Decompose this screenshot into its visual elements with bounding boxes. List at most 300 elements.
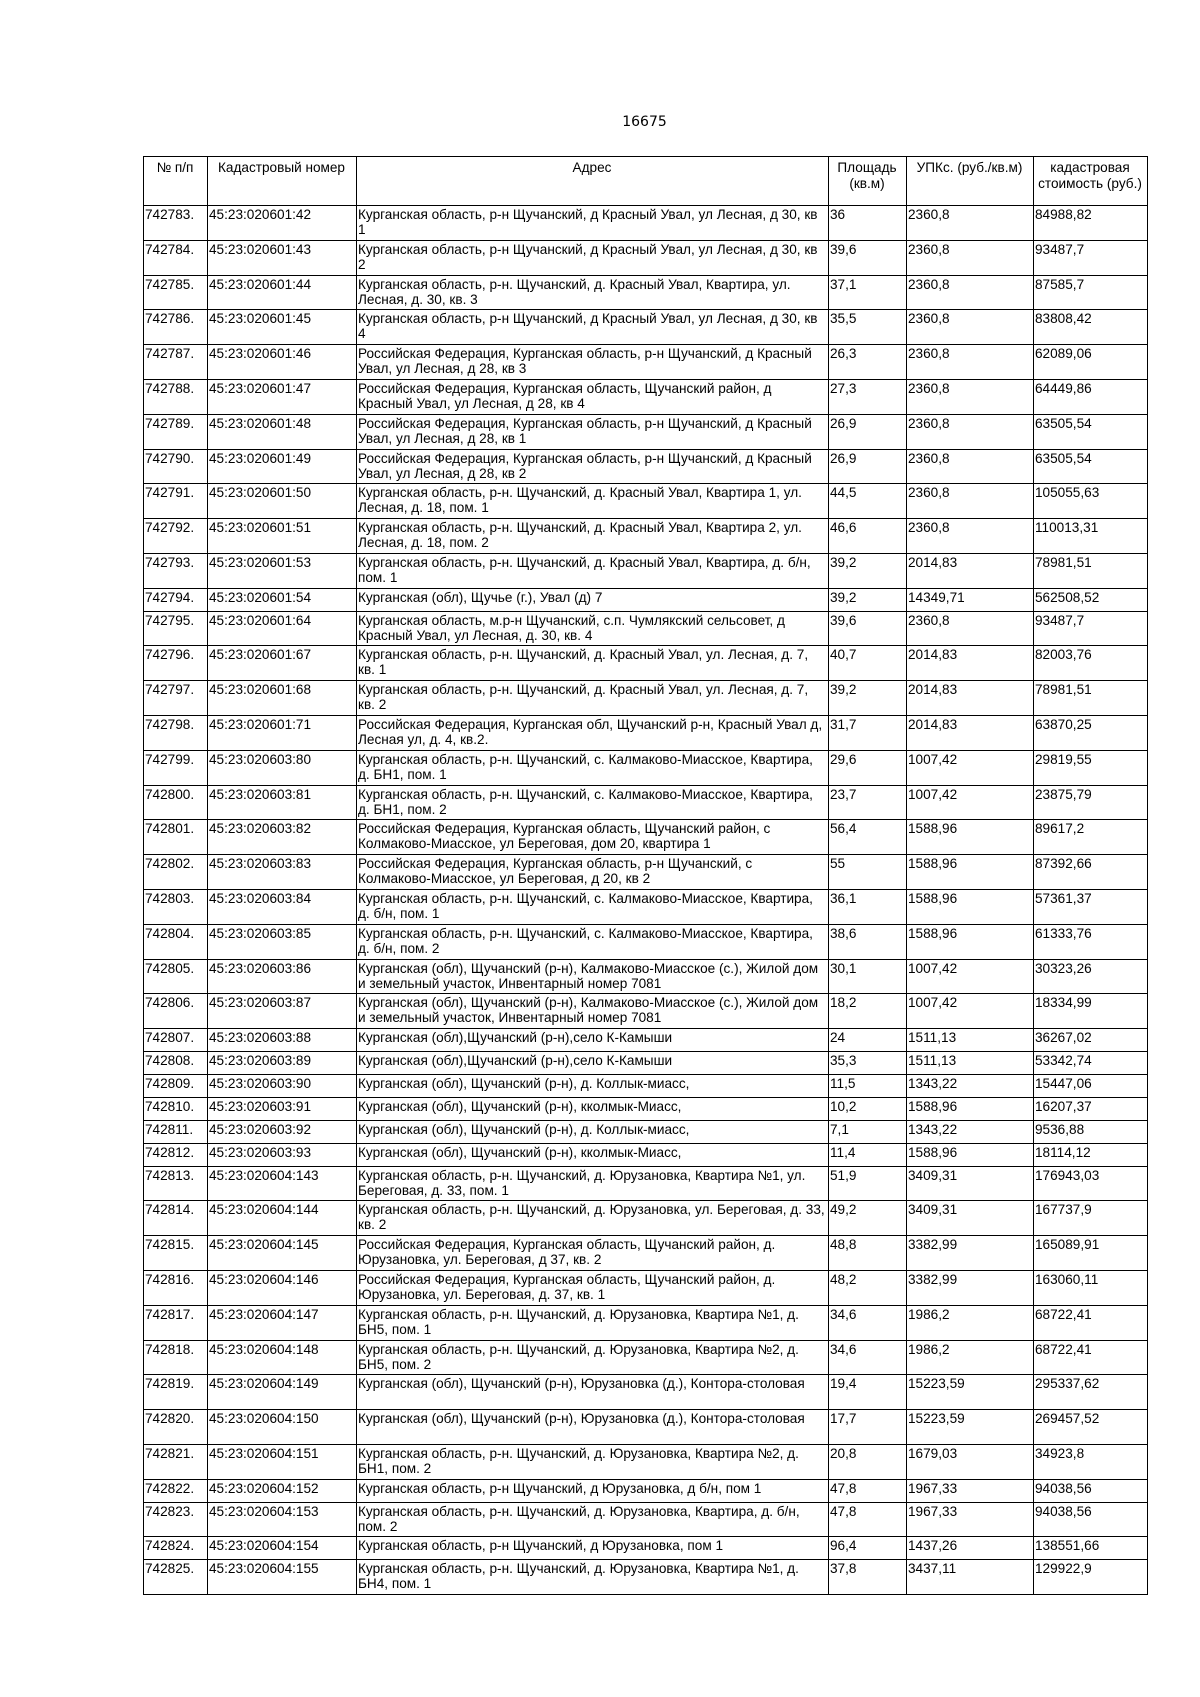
cadastral-number-cell: 45:23:020604:143 (208, 1166, 357, 1201)
cadastral-value-cell: 94038,56 (1034, 1479, 1148, 1502)
header-cadastral-value: кадастровая стоимость (руб.) (1034, 157, 1148, 206)
upks-cell: 2360,8 (907, 275, 1034, 310)
area-cell: 20,8 (829, 1444, 907, 1479)
upks-cell: 1588,96 (907, 890, 1034, 925)
area-cell: 47,8 (829, 1502, 907, 1537)
area-cell: 26,9 (829, 414, 907, 449)
upks-cell: 1986,2 (907, 1340, 1034, 1375)
upks-cell: 1967,33 (907, 1479, 1034, 1502)
address-cell: Курганская область, р-н. Щучанский, с. Калмаково-Миасское, Квартира, д. б/н, пом. 2 (357, 924, 829, 959)
cadastral-number-cell: 45:23:020601:64 (208, 611, 357, 646)
row-number-cell: 742809. (144, 1075, 208, 1098)
cadastral-number-cell: 45:23:020603:85 (208, 924, 357, 959)
table-row (144, 681, 1148, 716)
row-number-cell: 742787. (144, 345, 208, 380)
table-row (144, 1375, 1148, 1410)
row-number-cell: 742806. (144, 994, 208, 1029)
cadastral-number-cell: 45:23:020604:144 (208, 1201, 357, 1236)
row-number-cell: 742803. (144, 890, 208, 925)
table-row (144, 588, 1148, 611)
row-number-cell: 742784. (144, 240, 208, 275)
cadastral-number-cell: 45:23:020603:91 (208, 1097, 357, 1120)
row-number-cell: 742795. (144, 611, 208, 646)
area-cell: 39,2 (829, 681, 907, 716)
address-cell: Российская Федерация, Курганская область, Щучанский район, д Красный Увал, ул Лесная, д 28, кв 4 (357, 379, 829, 414)
cadastral-number-cell: 45:23:020601:46 (208, 345, 357, 380)
cadastral-number-cell: 45:23:020604:148 (208, 1340, 357, 1375)
area-cell: 17,7 (829, 1410, 907, 1445)
address-cell: Российская Федерация, Курганская область, р-н Щучанский, д Красный Увал, ул Лесная, д 28, кв 2 (357, 449, 829, 484)
upks-cell: 2014,83 (907, 681, 1034, 716)
area-cell: 39,6 (829, 611, 907, 646)
area-cell: 39,2 (829, 553, 907, 588)
cadastral-value-table (143, 156, 1148, 1595)
cadastral-number-cell: 45:23:020603:93 (208, 1143, 357, 1166)
header-upks: УПКс. (руб./кв.м) (907, 157, 1034, 206)
upks-cell: 2360,8 (907, 449, 1034, 484)
cadastral-number-cell: 45:23:020604:152 (208, 1479, 357, 1502)
cadastral-value-cell: 93487,7 (1034, 240, 1148, 275)
area-cell: 39,2 (829, 588, 907, 611)
area-cell: 96,4 (829, 1537, 907, 1560)
cadastral-value-cell: 165089,91 (1034, 1236, 1148, 1271)
area-cell: 40,7 (829, 646, 907, 681)
upks-cell: 2360,8 (907, 310, 1034, 345)
cadastral-value-cell: 93487,7 (1034, 611, 1148, 646)
cadastral-value-cell: 83808,42 (1034, 310, 1148, 345)
upks-cell: 1588,96 (907, 924, 1034, 959)
cadastral-number-cell: 45:23:020601:68 (208, 681, 357, 716)
address-cell: Курганская область, р-н. Щучанский, д. Юрузановка, Квартира, д. б/н, пом. 2 (357, 1502, 829, 1537)
table-row (144, 1479, 1148, 1502)
row-number-cell: 742786. (144, 310, 208, 345)
cadastral-value-cell: 87585,7 (1034, 275, 1148, 310)
header-address: Адрес (357, 157, 829, 206)
address-cell: Курганская область, р-н. Щучанский, д. Юрузановка, Квартира №2, д. БН5, пом. 2 (357, 1340, 829, 1375)
cadastral-number-cell: 45:23:020601:42 (208, 206, 357, 241)
cadastral-value-cell: 89617,2 (1034, 820, 1148, 855)
area-cell: 26,3 (829, 345, 907, 380)
upks-cell: 2014,83 (907, 646, 1034, 681)
row-number-cell: 742785. (144, 275, 208, 310)
table-row (144, 1143, 1148, 1166)
area-cell: 48,8 (829, 1236, 907, 1271)
header-area: Площадь (кв.м) (829, 157, 907, 206)
row-number-cell: 742814. (144, 1201, 208, 1236)
cadastral-value-cell: 18114,12 (1034, 1143, 1148, 1166)
header-num: № п/п (144, 157, 208, 206)
upks-cell: 2360,8 (907, 519, 1034, 554)
address-cell: Курганская (обл),Щучанский (р-н),село К-Камыши (357, 1052, 829, 1075)
row-number-cell: 742807. (144, 1029, 208, 1052)
table-row (144, 750, 1148, 785)
upks-cell: 2360,8 (907, 484, 1034, 519)
upks-cell: 1679,03 (907, 1444, 1034, 1479)
area-cell: 7,1 (829, 1120, 907, 1143)
row-number-cell: 742796. (144, 646, 208, 681)
upks-cell: 2360,8 (907, 414, 1034, 449)
row-number-cell: 742794. (144, 588, 208, 611)
cadastral-value-cell: 15447,06 (1034, 1075, 1148, 1098)
cadastral-number-cell: 45:23:020601:43 (208, 240, 357, 275)
row-number-cell: 742805. (144, 959, 208, 994)
area-cell: 26,9 (829, 449, 907, 484)
cadastral-value-cell: 53342,74 (1034, 1052, 1148, 1075)
upks-cell: 1007,42 (907, 785, 1034, 820)
upks-cell: 1007,42 (907, 750, 1034, 785)
row-number-cell: 742818. (144, 1340, 208, 1375)
cadastral-value-cell: 94038,56 (1034, 1502, 1148, 1537)
upks-cell: 1007,42 (907, 994, 1034, 1029)
cadastral-number-cell: 45:23:020601:44 (208, 275, 357, 310)
row-number-cell: 742820. (144, 1410, 208, 1445)
table-row (144, 275, 1148, 310)
table-row (144, 1097, 1148, 1120)
address-cell: Курганская область, р-н. Щучанский, д. Юрузановка, Квартира №1, ул. Береговая, д. 33, пом. 1 (357, 1166, 829, 1201)
row-number-cell: 742789. (144, 414, 208, 449)
table-row (144, 1444, 1148, 1479)
cadastral-value-cell: 84988,82 (1034, 206, 1148, 241)
cadastral-number-cell: 45:23:020604:147 (208, 1305, 357, 1340)
area-cell: 35,3 (829, 1052, 907, 1075)
table-row (144, 519, 1148, 554)
area-cell: 37,1 (829, 275, 907, 310)
cadastral-number-cell: 45:23:020601:67 (208, 646, 357, 681)
row-number-cell: 742790. (144, 449, 208, 484)
cadastral-value-cell: 63505,54 (1034, 449, 1148, 484)
area-cell: 11,4 (829, 1143, 907, 1166)
area-cell: 38,6 (829, 924, 907, 959)
cadastral-number-cell: 45:23:020603:80 (208, 750, 357, 785)
row-number-cell: 742801. (144, 820, 208, 855)
cadastral-value-cell: 61333,76 (1034, 924, 1148, 959)
area-cell: 11,5 (829, 1075, 907, 1098)
table-row (144, 1120, 1148, 1143)
upks-cell: 3409,31 (907, 1166, 1034, 1201)
address-cell: Курганская область, р-н. Щучанский, д. Красный Увал, ул. Лесная, д. 7, кв. 1 (357, 646, 829, 681)
upks-cell: 15223,59 (907, 1375, 1034, 1410)
cadastral-number-cell: 45:23:020601:48 (208, 414, 357, 449)
cadastral-number-cell: 45:23:020603:92 (208, 1120, 357, 1143)
address-cell: Российская Федерация, Курганская область, р-н Щучанский, с Колмаково-Миасское, ул Береговая, д 20, кв 2 (357, 855, 829, 890)
row-number-cell: 742808. (144, 1052, 208, 1075)
page-number: 16675 (622, 114, 667, 130)
cadastral-value-cell: 23875,79 (1034, 785, 1148, 820)
table-row (144, 855, 1148, 890)
row-number-cell: 742802. (144, 855, 208, 890)
area-cell: 47,8 (829, 1479, 907, 1502)
cadastral-value-cell: 129922,9 (1034, 1560, 1148, 1595)
table-row (144, 1029, 1148, 1052)
cadastral-number-cell: 45:23:020603:90 (208, 1075, 357, 1098)
address-cell: Курганская (обл), Щучанский (р-н), д. Коллык-миасс, (357, 1075, 829, 1098)
area-cell: 34,6 (829, 1340, 907, 1375)
address-cell: Курганская область, р-н. Щучанский, с. Калмаково-Миасское, Квартира, д. б/н, пом. 1 (357, 890, 829, 925)
table-row (144, 1560, 1148, 1595)
table-row (144, 994, 1148, 1029)
cadastral-number-cell: 45:23:020601:50 (208, 484, 357, 519)
upks-cell: 1986,2 (907, 1305, 1034, 1340)
table-row (144, 785, 1148, 820)
cadastral-number-cell: 45:23:020601:47 (208, 379, 357, 414)
cadastral-value-cell: 562508,52 (1034, 588, 1148, 611)
cadastral-number-cell: 45:23:020603:83 (208, 855, 357, 890)
cadastral-value-cell: 9536,88 (1034, 1120, 1148, 1143)
cadastral-number-cell: 45:23:020604:146 (208, 1270, 357, 1305)
table-row (144, 449, 1148, 484)
upks-cell: 2360,8 (907, 611, 1034, 646)
address-cell: Курганская область, р-н. Щучанский, д. Красный Увал, Квартира 1, ул. Лесная, д. 18, пом. 1 (357, 484, 829, 519)
row-number-cell: 742823. (144, 1502, 208, 1537)
cadastral-value-cell: 16207,37 (1034, 1097, 1148, 1120)
row-number-cell: 742791. (144, 484, 208, 519)
upks-cell: 3437,11 (907, 1560, 1034, 1595)
cadastral-number-cell: 45:23:020604:153 (208, 1502, 357, 1537)
address-cell: Курганская (обл), Щучанский (р-н), Калмаково-Миасское (с.), Жилой дом и земельный участок, Инвентарный номер 7081 (357, 994, 829, 1029)
cadastral-value-cell: 163060,11 (1034, 1270, 1148, 1305)
cadastral-value-cell: 176943,03 (1034, 1166, 1148, 1201)
area-cell: 51,9 (829, 1166, 907, 1201)
upks-cell: 1588,96 (907, 1143, 1034, 1166)
row-number-cell: 742821. (144, 1444, 208, 1479)
address-cell: Курганская область, р-н. Щучанский, д. Красный Увал, Квартира, д. б/н, пом. 1 (357, 553, 829, 588)
area-cell: 23,7 (829, 785, 907, 820)
row-number-cell: 742816. (144, 1270, 208, 1305)
row-number-cell: 742813. (144, 1166, 208, 1201)
cadastral-number-cell: 45:23:020601:53 (208, 553, 357, 588)
table-row (144, 716, 1148, 751)
cadastral-value-cell: 30323,26 (1034, 959, 1148, 994)
table-row (144, 820, 1148, 855)
area-cell: 36 (829, 206, 907, 241)
table-row (144, 611, 1148, 646)
address-cell: Курганская область, р-н. Щучанский, д. Юрузановка, Квартира №2, д. БН1, пом. 2 (357, 1444, 829, 1479)
area-cell: 34,6 (829, 1305, 907, 1340)
upks-cell: 2014,83 (907, 553, 1034, 588)
address-cell: Курганская область, р-н. Щучанский, д. Юрузановка, Квартира №1, д. БН4, пом. 1 (357, 1560, 829, 1595)
address-cell: Курганская область, р-н. Щучанский, д. Красный Увал, Квартира, ул. Лесная, д. 30, кв. 3 (357, 275, 829, 310)
table-row (144, 1052, 1148, 1075)
cadastral-value-cell: 105055,63 (1034, 484, 1148, 519)
table-row (144, 1410, 1148, 1445)
table-row (144, 1075, 1148, 1098)
cadastral-number-cell: 45:23:020603:84 (208, 890, 357, 925)
address-cell: Российская Федерация, Курганская область, Щучанский район, д. Юрузановка, ул. Береговая, д 37, кв. 2 (357, 1236, 829, 1271)
header-cadastral-number: Кадастровый номер (208, 157, 357, 206)
table-row (144, 890, 1148, 925)
area-cell: 29,6 (829, 750, 907, 785)
upks-cell: 3409,31 (907, 1201, 1034, 1236)
address-cell: Курганская область, р-н. Щучанский, с. Калмаково-Миасское, Квартира, д. БН1, пом. 1 (357, 750, 829, 785)
upks-cell: 1588,96 (907, 820, 1034, 855)
upks-cell: 2360,8 (907, 379, 1034, 414)
cadastral-value-cell: 34923,8 (1034, 1444, 1148, 1479)
address-cell: Курганская область, р-н Щучанский, д Красный Увал, ул Лесная, д 30, кв 4 (357, 310, 829, 345)
table-row (144, 1270, 1148, 1305)
cadastral-value-cell: 68722,41 (1034, 1305, 1148, 1340)
cadastral-value-cell: 18334,99 (1034, 994, 1148, 1029)
row-number-cell: 742817. (144, 1305, 208, 1340)
area-cell: 31,7 (829, 716, 907, 751)
address-cell: Курганская область, р-н Щучанский, д Юрузановка, д б/н, пом 1 (357, 1479, 829, 1502)
cadastral-value-cell: 36267,02 (1034, 1029, 1148, 1052)
address-cell: Курганская (обл),Щучанский (р-н),село К-Камыши (357, 1029, 829, 1052)
address-cell: Курганская область, р-н Щучанский, д Красный Увал, ул Лесная, д 30, кв 2 (357, 240, 829, 275)
cadastral-value-cell: 68722,41 (1034, 1340, 1148, 1375)
address-cell: Российская Федерация, Курганская область, Щучанский район, д. Юрузановка, ул. Береговая, д. 37, кв. 1 (357, 1270, 829, 1305)
upks-cell: 2014,83 (907, 716, 1034, 751)
cadastral-number-cell: 45:23:020604:154 (208, 1537, 357, 1560)
cadastral-value-cell: 110013,31 (1034, 519, 1148, 554)
cadastral-number-cell: 45:23:020601:54 (208, 588, 357, 611)
row-number-cell: 742793. (144, 553, 208, 588)
address-cell: Курганская (обл), Щучанский (р-н), Калмаково-Миасское (с.), Жилой дом и земельный участок, Инвентарный номер 7081 (357, 959, 829, 994)
row-number-cell: 742825. (144, 1560, 208, 1595)
row-number-cell: 742783. (144, 206, 208, 241)
cadastral-number-cell: 45:23:020604:145 (208, 1236, 357, 1271)
table-row (144, 1502, 1148, 1537)
upks-cell: 15223,59 (907, 1410, 1034, 1445)
table-row (144, 1166, 1148, 1201)
address-cell: Российская Федерация, Курганская обл, Щучанский р-н, Красный Увал д, Лесная ул, д. 4, кв.2. (357, 716, 829, 751)
upks-cell: 1007,42 (907, 959, 1034, 994)
area-cell: 46,6 (829, 519, 907, 554)
row-number-cell: 742788. (144, 379, 208, 414)
address-cell: Курганская область, р-н Щучанский, д Красный Увал, ул Лесная, д 30, кв 1 (357, 206, 829, 241)
table-row (144, 924, 1148, 959)
cadastral-value-cell: 64449,86 (1034, 379, 1148, 414)
address-cell: Курганская область, р-н Щучанский, д Юрузановка, пом 1 (357, 1537, 829, 1560)
row-number-cell: 742792. (144, 519, 208, 554)
table-row (144, 646, 1148, 681)
address-cell: Курганская (обл), Щучанский (р-н), кколмык-Миасс, (357, 1143, 829, 1166)
row-number-cell: 742822. (144, 1479, 208, 1502)
table-row (144, 484, 1148, 519)
cadastral-value-cell: 295337,62 (1034, 1375, 1148, 1410)
cadastral-number-cell: 45:23:020604:150 (208, 1410, 357, 1445)
upks-cell: 1437,26 (907, 1537, 1034, 1560)
upks-cell: 14349,71 (907, 588, 1034, 611)
table-row (144, 379, 1148, 414)
table-row (144, 206, 1148, 241)
table-row (144, 1236, 1148, 1271)
address-cell: Курганская (обл), Щучанский (р-н), д. Коллык-миасс, (357, 1120, 829, 1143)
area-cell: 49,2 (829, 1201, 907, 1236)
table-row (144, 1537, 1148, 1560)
area-cell: 44,5 (829, 484, 907, 519)
address-cell: Курганская (обл), Щучанский (р-н), Юрузановка (д.), Контора-столовая (357, 1410, 829, 1445)
upks-cell: 1588,96 (907, 1097, 1034, 1120)
upks-cell: 3382,99 (907, 1270, 1034, 1305)
cadastral-value-cell: 167737,9 (1034, 1201, 1148, 1236)
address-cell: Курганская (обл), Щучанский (р-н), кколмык-Миасс, (357, 1097, 829, 1120)
address-cell: Курганская область, р-н. Щучанский, д. Юрузановка, ул. Береговая, д. 33, кв. 2 (357, 1201, 829, 1236)
row-number-cell: 742800. (144, 785, 208, 820)
cadastral-value-cell: 87392,66 (1034, 855, 1148, 890)
cadastral-value-cell: 78981,51 (1034, 553, 1148, 588)
cadastral-number-cell: 45:23:020601:49 (208, 449, 357, 484)
row-number-cell: 742797. (144, 681, 208, 716)
upks-cell: 1511,13 (907, 1029, 1034, 1052)
address-cell: Курганская область, р-н. Щучанский, д. Красный Увал, Квартира 2, ул. Лесная, д. 18, пом. 2 (357, 519, 829, 554)
row-number-cell: 742812. (144, 1143, 208, 1166)
area-cell: 19,4 (829, 1375, 907, 1410)
row-number-cell: 742824. (144, 1537, 208, 1560)
area-cell: 37,8 (829, 1560, 907, 1595)
table-row (144, 553, 1148, 588)
upks-cell: 1588,96 (907, 855, 1034, 890)
address-cell: Российская Федерация, Курганская область, р-н Щучанский, д Красный Увал, ул Лесная, д 28, кв 3 (357, 345, 829, 380)
upks-cell: 1511,13 (907, 1052, 1034, 1075)
table-row (144, 1305, 1148, 1340)
upks-cell: 2360,8 (907, 345, 1034, 380)
area-cell: 56,4 (829, 820, 907, 855)
table-row (144, 414, 1148, 449)
cadastral-value-cell: 63870,25 (1034, 716, 1148, 751)
row-number-cell: 742810. (144, 1097, 208, 1120)
cadastral-value-cell: 138551,66 (1034, 1537, 1148, 1560)
cadastral-value-cell: 63505,54 (1034, 414, 1148, 449)
table-row (144, 1201, 1148, 1236)
cadastral-number-cell: 45:23:020604:151 (208, 1444, 357, 1479)
upks-cell: 2360,8 (907, 206, 1034, 241)
row-number-cell: 742799. (144, 750, 208, 785)
area-cell: 35,5 (829, 310, 907, 345)
row-number-cell: 742798. (144, 716, 208, 751)
table-row (144, 240, 1148, 275)
cadastral-number-cell: 45:23:020603:88 (208, 1029, 357, 1052)
cadastral-value-cell: 78981,51 (1034, 681, 1148, 716)
upks-cell: 1343,22 (907, 1075, 1034, 1098)
address-cell: Курганская область, р-н. Щучанский, д. Юрузановка, Квартира №1, д. БН5, пом. 1 (357, 1305, 829, 1340)
table-row (144, 310, 1148, 345)
cadastral-number-cell: 45:23:020603:82 (208, 820, 357, 855)
table-body (144, 206, 1148, 1595)
row-number-cell: 742804. (144, 924, 208, 959)
area-cell: 10,2 (829, 1097, 907, 1120)
cadastral-value-cell: 29819,55 (1034, 750, 1148, 785)
address-cell: Курганская область, м.р-н Щучанский, с.п. Чумлякский сельсовет, д Красный Увал, ул Лесная, д. 30, кв. 4 (357, 611, 829, 646)
area-cell: 27,3 (829, 379, 907, 414)
address-cell: Курганская (обл), Щучанский (р-н), Юрузановка (д.), Контора-столовая (357, 1375, 829, 1410)
upks-cell: 1967,33 (907, 1502, 1034, 1537)
table-row (144, 959, 1148, 994)
cadastral-value-cell: 62089,06 (1034, 345, 1148, 380)
area-cell: 36,1 (829, 890, 907, 925)
area-cell: 18,2 (829, 994, 907, 1029)
row-number-cell: 742815. (144, 1236, 208, 1271)
cadastral-number-cell: 45:23:020604:155 (208, 1560, 357, 1595)
address-cell: Российская Федерация, Курганская область, р-н Щучанский, д Красный Увал, ул Лесная, д 28, кв 1 (357, 414, 829, 449)
cadastral-value-cell: 57361,37 (1034, 890, 1148, 925)
cadastral-value-cell: 269457,52 (1034, 1410, 1148, 1445)
address-cell: Российская Федерация, Курганская область, Щучанский район, с Колмаково-Миасское, ул Береговая, дом 20, квартира 1 (357, 820, 829, 855)
area-cell: 55 (829, 855, 907, 890)
row-number-cell: 742819. (144, 1375, 208, 1410)
address-cell: Курганская область, р-н. Щучанский, д. Красный Увал, ул. Лесная, д. 7, кв. 2 (357, 681, 829, 716)
cadastral-number-cell: 45:23:020601:71 (208, 716, 357, 751)
cadastral-number-cell: 45:23:020603:89 (208, 1052, 357, 1075)
address-cell: Курганская (обл), Щучье (г.), Увал (д) 7 (357, 588, 829, 611)
address-cell: Курганская область, р-н. Щучанский, с. Калмаково-Миасское, Квартира, д. БН1, пом. 2 (357, 785, 829, 820)
area-cell: 48,2 (829, 1270, 907, 1305)
cadastral-value-cell: 82003,76 (1034, 646, 1148, 681)
cadastral-number-cell: 45:23:020601:45 (208, 310, 357, 345)
cadastral-number-cell: 45:23:020603:86 (208, 959, 357, 994)
table-header-row (144, 157, 1148, 206)
area-cell: 24 (829, 1029, 907, 1052)
cadastral-number-cell: 45:23:020603:87 (208, 994, 357, 1029)
